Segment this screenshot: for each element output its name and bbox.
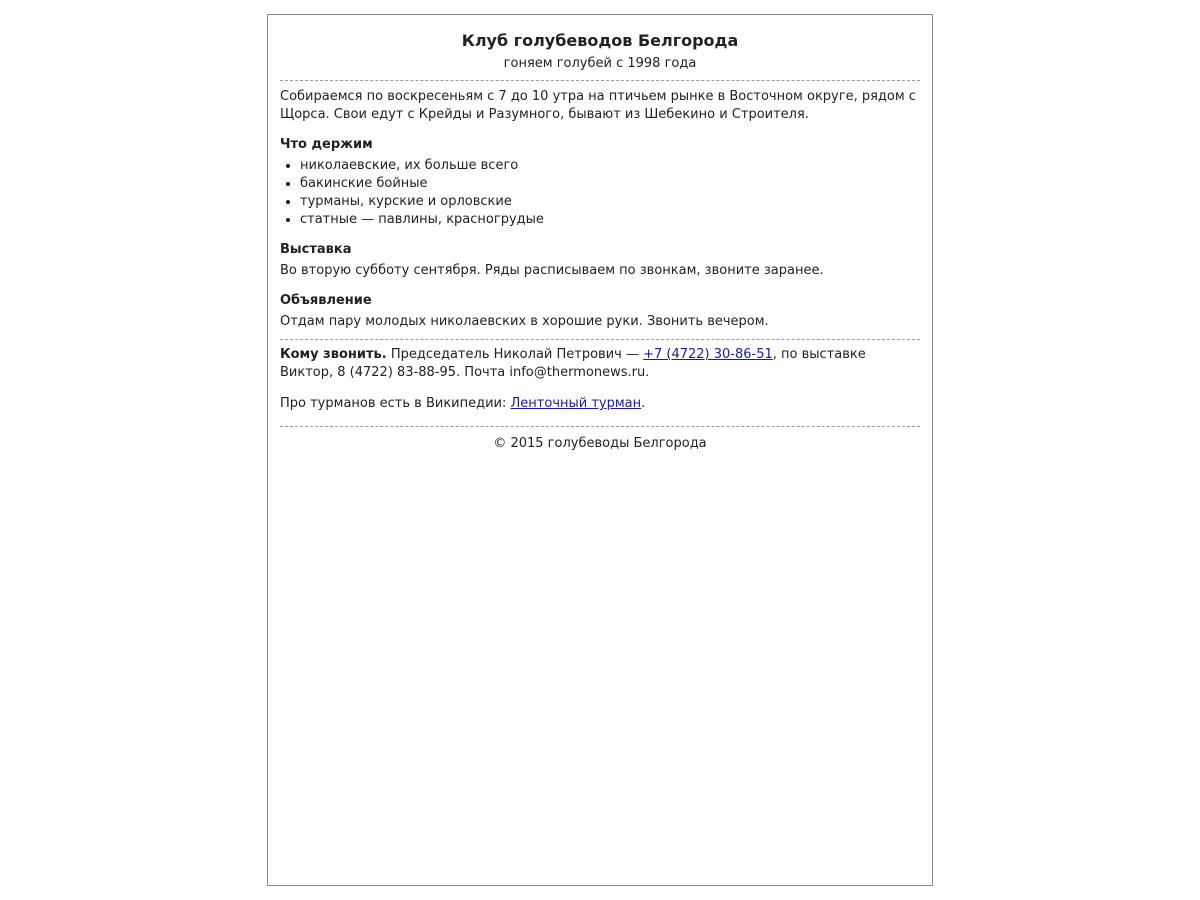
list-item: • бакинские бойные (300, 175, 920, 193)
announcement-text: Отдам пару молодых николаевских в хорошие руки. Звонить вечером. (280, 314, 769, 329)
copyright-text: © 2015 голубеводы Белгорода (493, 436, 707, 451)
exhibition-text: Во вторую субботу сентября. Ряды расписываем по звонкам, звоните заранее. (280, 263, 824, 278)
contacts-text-after: , по выставке Виктор, 8 (4722) 83-88-95. Почта info@thermonews.ru. (280, 347, 866, 380)
page-title: Клуб голубеводов Белгорода (461, 31, 739, 50)
page-container (267, 14, 933, 886)
phone-link[interactable]: +7 (4722) 30-86-51 (643, 347, 773, 362)
wiki-text-after: . (641, 396, 646, 411)
main-content (280, 88, 920, 340)
breeds-heading: Что держим (280, 137, 373, 152)
breeds-list (280, 157, 920, 229)
exhibition-heading: Выставка (280, 242, 352, 257)
list-item: • турманы, курские и орловские (300, 193, 920, 211)
wiki-text-before: Про турманов есть в Википедии: (280, 396, 511, 411)
page-header (280, 31, 920, 81)
contacts-paragraph (280, 346, 920, 382)
page-footer (280, 435, 920, 453)
wiki-link[interactable]: Ленточный турман (510, 396, 642, 411)
wiki-paragraph (280, 395, 920, 413)
contacts-text-before: Председатель Николай Петрович — (386, 347, 644, 362)
list-item: • николаевские, их больше всего (300, 157, 920, 175)
contacts-label: Кому звонить. (280, 347, 387, 362)
announcement-heading: Объявление (280, 293, 372, 308)
page-subtitle: гоняем голубей с 1998 года (503, 56, 697, 71)
intro-text: Собираемся по воскресеньям с 7 до 10 утра на птичьем рынке в Восточном округе, рядом с Щорса. Свои едут с Крейды и Разумного, бывают из Шебекино и Строителя. (280, 89, 916, 122)
list-item: • статные — павлины, красногрудые (300, 211, 920, 229)
contacts-section (280, 340, 920, 427)
